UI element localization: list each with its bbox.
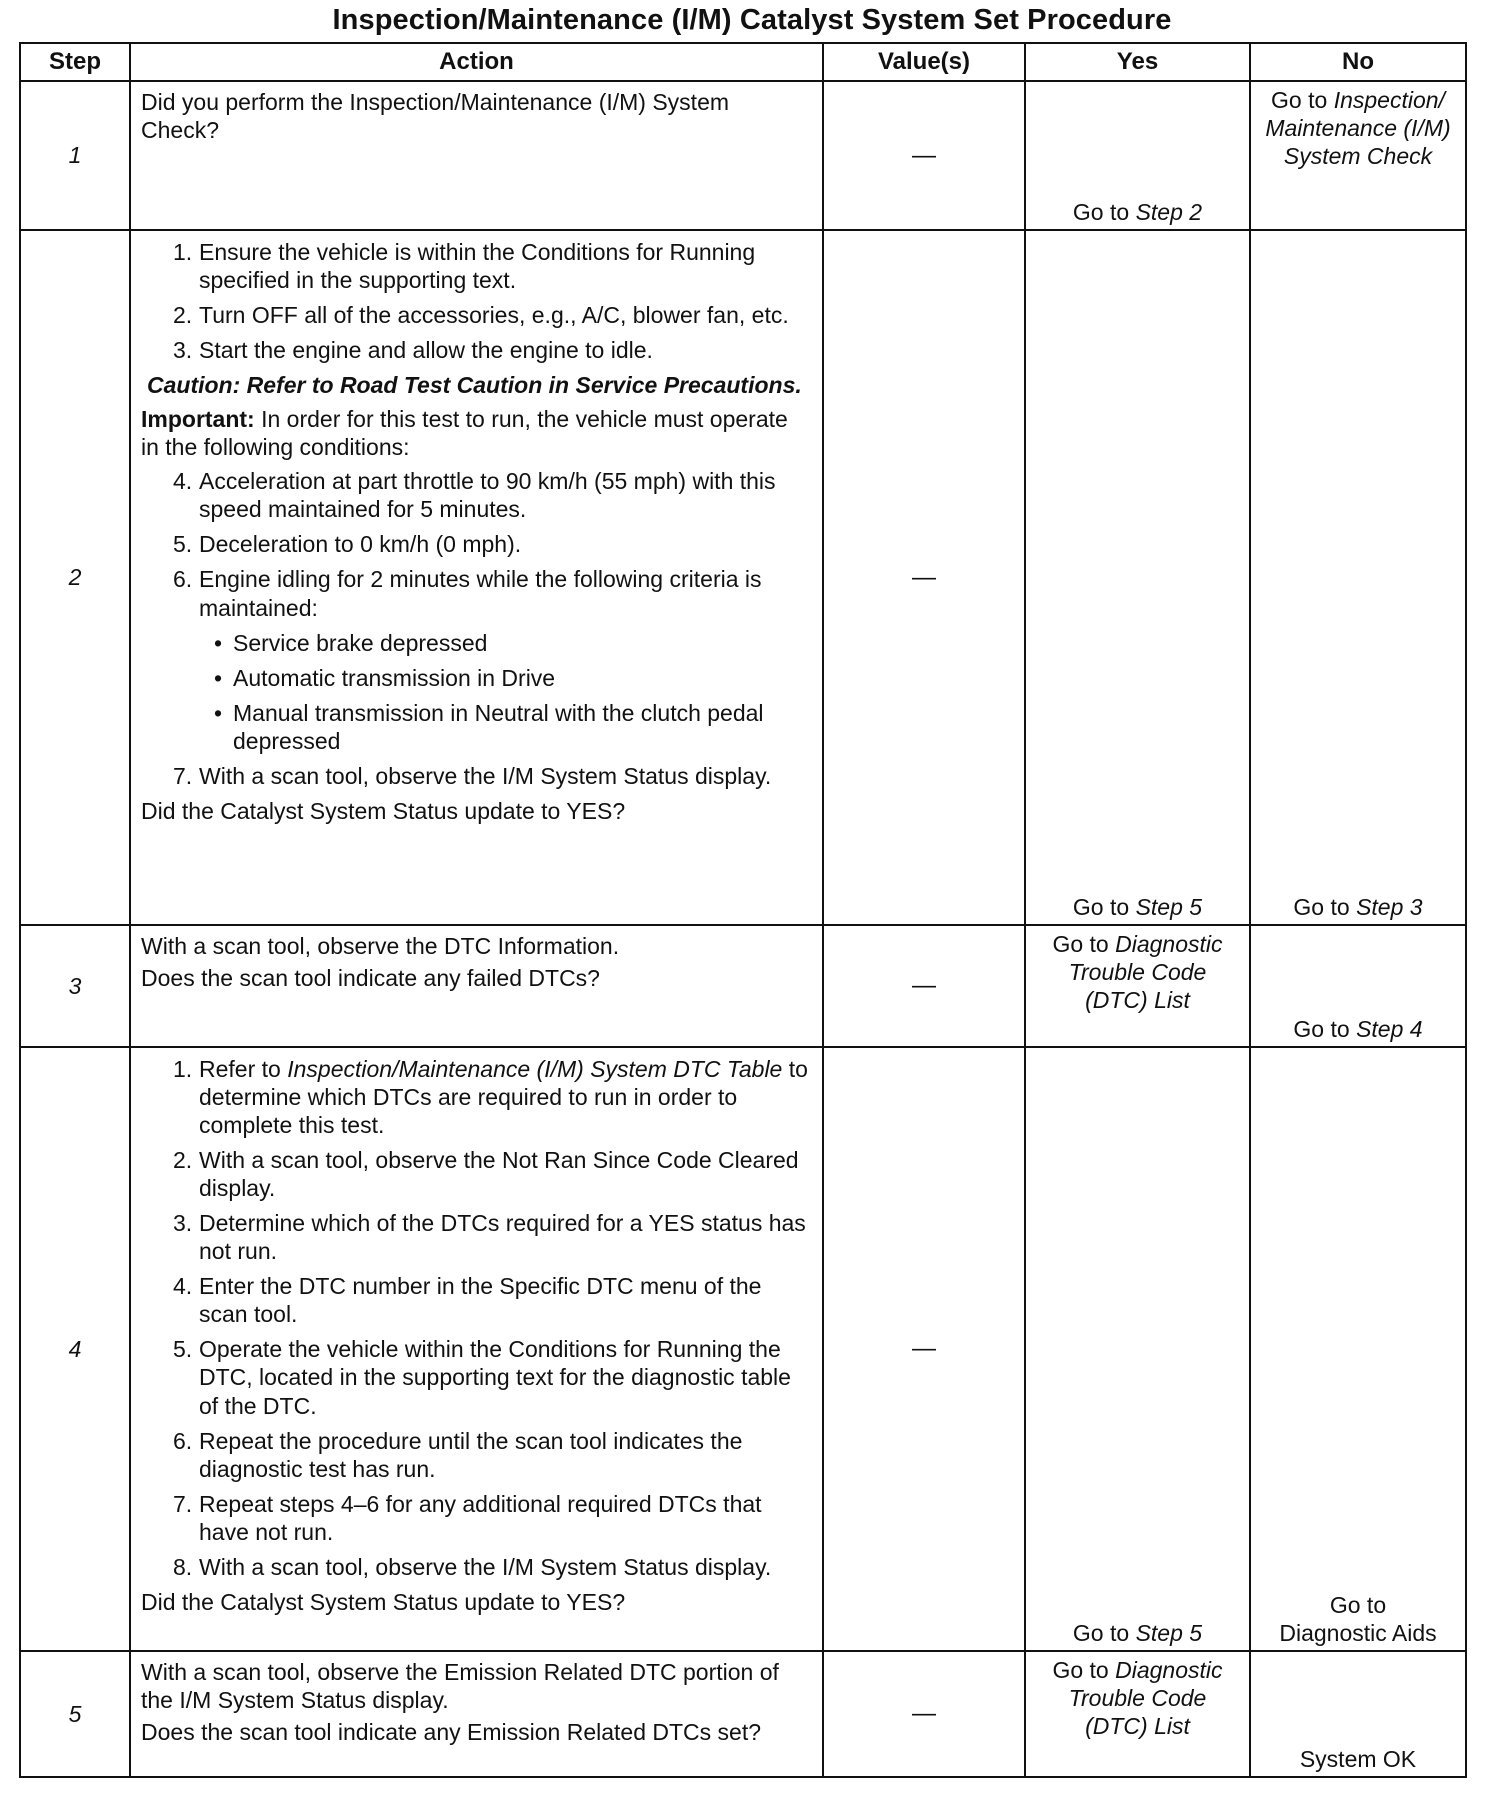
list-item: 6. Repeat the procedure until the scan tool indicates the diagnostic test has run.	[173, 1427, 743, 1482]
yes-cell	[1025, 1651, 1250, 1777]
value-cell: —	[823, 81, 1025, 230]
table-row	[20, 925, 1466, 1047]
no-cell	[1250, 1651, 1466, 1777]
goto-link[interactable]: Step 5	[1135, 893, 1203, 920]
header-no: No	[1250, 43, 1466, 81]
action-cell	[130, 81, 823, 230]
header-step: Step	[20, 43, 130, 81]
yes-cell	[1025, 230, 1250, 925]
goto-link[interactable]: Step 2	[1135, 198, 1203, 225]
action-text: With a scan tool, observe the DTC Information.	[141, 933, 620, 959]
page-title: Inspection/Maintenance (I/M) Catalyst System Set Procedure	[332, 4, 1172, 36]
question-text: Did the Catalyst System Status update to YES?	[141, 1588, 626, 1615]
question-text: Did the Catalyst System Status update to YES?	[141, 797, 626, 824]
list-item: 3. Start the engine and allow the engine to idle.	[173, 337, 653, 364]
no-cell	[1250, 925, 1466, 1047]
list-item: 1. Refer to Inspection/Maintenance (I/M) System DTC Table to determine which DTCs are required to run in order to complete this test.	[173, 1056, 808, 1139]
goto-link[interactable]: Inspection/ Maintenance (I/M) System Check	[1265, 87, 1451, 170]
table-row	[20, 1047, 1466, 1651]
no-goto[interactable]	[1293, 894, 1422, 920]
action-text: Did you perform the Inspection/Maintenance (I/M) System Check?	[141, 89, 730, 144]
goto-prefix: Go to	[1072, 1619, 1136, 1646]
value-cell: —	[823, 1651, 1025, 1777]
step-number: 5	[20, 1651, 130, 1777]
goto-prefix: Go to	[1052, 1657, 1116, 1683]
bullet-item: • Manual transmission in Neutral with the clutch pedal depressed	[141, 699, 812, 755]
value-cell: —	[823, 1047, 1025, 1651]
list-item: 4. Enter the DTC number in the Specific DTC menu of the scan tool.	[173, 1273, 762, 1328]
goto-prefix: Go to	[1072, 893, 1136, 920]
no-goto[interactable]: System OK	[1299, 1745, 1417, 1772]
list-item: 6. Engine idling for 2 minutes while the following criteria is maintained:	[173, 566, 762, 621]
no-cell	[1250, 230, 1466, 925]
caution-note: Caution: Refer to Road Test Caution in Service Precautions.	[147, 372, 802, 399]
table-row	[20, 81, 1466, 230]
action-cell	[130, 230, 823, 925]
goto-prefix: Go to	[1293, 893, 1357, 920]
yes-goto[interactable]	[1073, 894, 1202, 920]
goto-prefix: Go to	[1052, 931, 1116, 957]
goto-prefix: Go to	[1072, 198, 1136, 225]
list-item: 2. Turn OFF all of the accessories, e.g., A/C, blower fan, etc.	[173, 302, 789, 329]
important-note: Important: In order for this test to run, the vehicle must operate in the following conditions:	[141, 406, 788, 461]
numbered-list	[141, 238, 812, 364]
action-cell	[130, 925, 823, 1047]
list-item: 5. Operate the vehicle within the Conditions for Running the DTC, located in the supporting text for the diagnostic table of the DTC.	[173, 1336, 791, 1419]
yes-cell	[1025, 81, 1250, 230]
value-cell: —	[823, 230, 1025, 925]
step-number: 1	[20, 81, 130, 230]
step-number: 4	[20, 1047, 130, 1651]
no-cell	[1250, 1047, 1466, 1651]
list-item: 4. Acceleration at part throttle to 90 km/h (55 mph) with this speed maintained for 5 minutes.	[173, 468, 776, 523]
list-item: 1. Ensure the vehicle is within the Conditions for Running specified in the supporting text.	[173, 239, 756, 294]
table-row	[20, 1651, 1466, 1777]
bullet-item: • Service brake depressed	[141, 629, 812, 657]
step-number: 3	[20, 925, 130, 1047]
no-cell	[1250, 81, 1466, 230]
no-goto[interactable]	[1265, 87, 1450, 169]
action-text: Does the scan tool indicate any failed DTCs?	[141, 965, 600, 992]
procedure-table	[19, 42, 1467, 1778]
table-reference-link[interactable]: Inspection/Maintenance (I/M) System DTC Table	[287, 1056, 783, 1082]
action-cell	[130, 1047, 823, 1651]
list-item: 7. With a scan tool, observe the I/M System Status display.	[173, 762, 772, 789]
no-goto[interactable]	[1293, 1016, 1422, 1042]
header-values: Value(s)	[823, 43, 1025, 81]
yes-goto[interactable]	[1052, 1657, 1222, 1739]
list-item: 3. Determine which of the DTCs required for a YES status has not run.	[173, 1210, 806, 1265]
list-item: 7. Repeat steps 4–6 for any additional required DTCs that have not run.	[173, 1490, 762, 1545]
value-cell: —	[823, 925, 1025, 1047]
no-goto[interactable]: Go to Diagnostic Aids	[1279, 1591, 1437, 1646]
table-header-row	[20, 43, 1466, 81]
numbered-list	[141, 467, 812, 621]
numbered-list	[141, 1055, 812, 1581]
goto-link[interactable]: Diagnostic Trouble Code (DTC) List	[1068, 1657, 1223, 1740]
bullet-list	[141, 629, 812, 755]
goto-prefix: Go to	[1271, 87, 1334, 113]
list-item: 8. With a scan tool, observe the I/M System Status display.	[173, 1553, 772, 1580]
yes-cell	[1025, 1047, 1250, 1651]
header-action: Action	[130, 43, 823, 81]
numbered-list	[141, 762, 812, 790]
goto-link[interactable]: Diagnostic Trouble Code (DTC) List	[1068, 931, 1223, 1014]
goto-link[interactable]: Step 4	[1356, 1015, 1423, 1042]
yes-goto[interactable]	[1073, 1620, 1202, 1646]
bullet-item: • Automatic transmission in Drive	[141, 664, 812, 692]
action-cell	[130, 1651, 823, 1777]
yes-cell	[1025, 925, 1250, 1047]
list-item: 5. Deceleration to 0 km/h (0 mph).	[173, 531, 522, 558]
list-item: 2. With a scan tool, observe the Not Ran Since Code Cleared display.	[173, 1147, 799, 1202]
goto-link[interactable]: Step 3	[1356, 893, 1423, 920]
action-text: With a scan tool, observe the Emission Related DTC portion of the I/M System Status display.	[141, 1659, 779, 1714]
step-number: 2	[20, 230, 130, 925]
yes-goto[interactable]	[1073, 199, 1202, 225]
yes-goto[interactable]	[1052, 931, 1222, 1013]
goto-link[interactable]: Step 5	[1135, 1619, 1203, 1646]
table-row	[20, 230, 1466, 925]
header-yes: Yes	[1025, 43, 1250, 81]
goto-prefix: Go to	[1293, 1015, 1357, 1042]
action-text: Does the scan tool indicate any Emission Related DTCs set?	[141, 1719, 762, 1746]
